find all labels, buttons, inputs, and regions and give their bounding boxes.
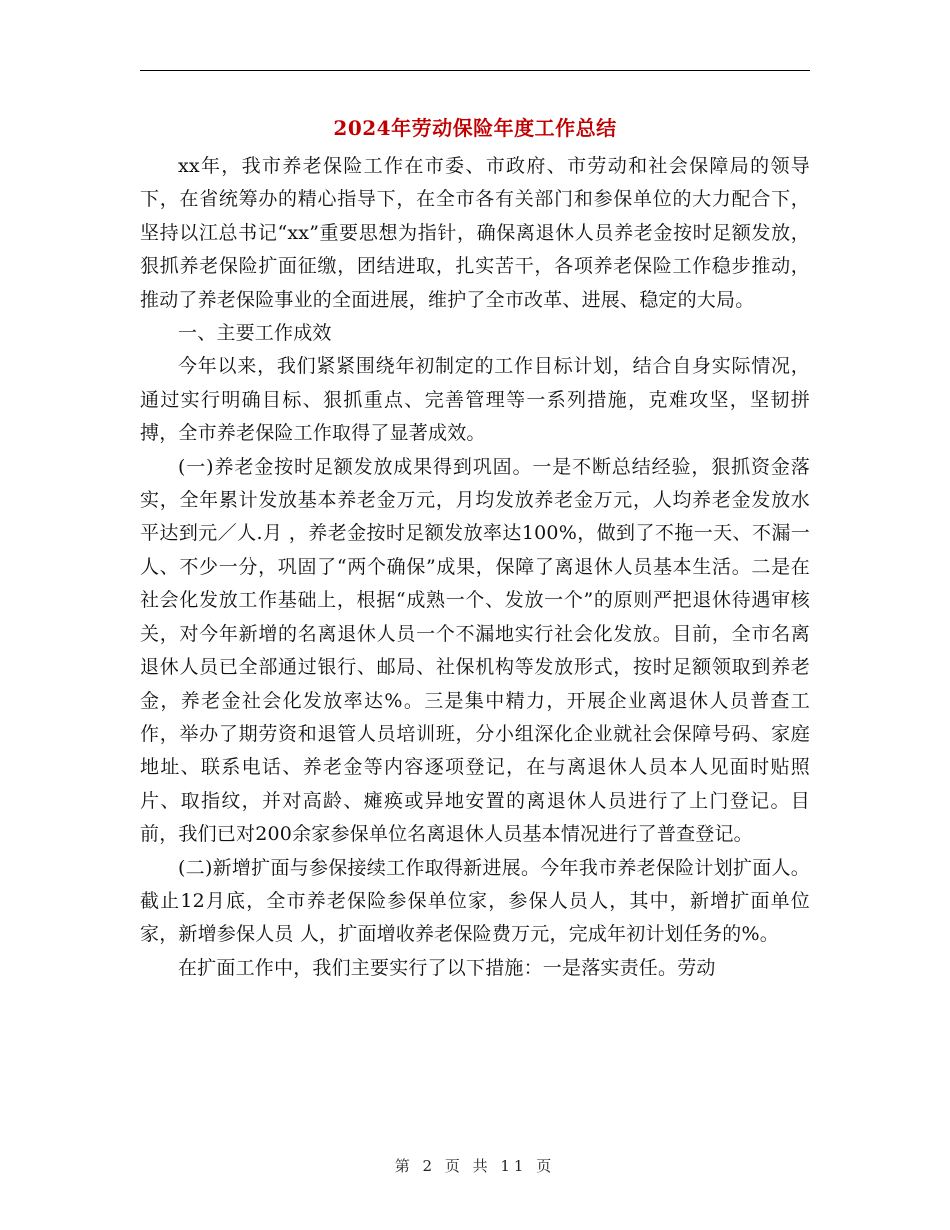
header-rule: [140, 70, 810, 71]
paragraph-pension-payment: (一)养老金按时足额发放成果得到巩固。一是不断总结经验，狠抓资金落实，全年累计发放基本养老金万元，月均发放养老金万元，人均养老金发放水平达到元／人.月 ，养老金按时足额发放率达100%，做到了不拖一天、不漏一人、不少一分，巩固了“两个确保”成果，保障了离退休人员基本生活。二是在社会化发放工作基础上，根据“成熟一个、发放一个”的原则严把退休待遇审核关，对今年新增的名离退休人员一个不漏地实行社会化发放。目前，全市名离退休人员已全部通过银行、邮局、社保机构等发放形式，按时足额领取到养老金，养老金社会化发放率达%。三是集中精力，开展企业离退休人员普查工作，举办了期劳资和退管人员培训班，分小组深化企业就社会保障号码、家庭地址、联系电话、养老金等内容逐项登记，在与离退休人员本人见面时贴照片、取指纹，并对高龄、瘫痪或异地安置的离退休人员进行了上门登记。目前，我们已对200余家参保单位名离退休人员基本情况进行了普查登记。: [140, 455, 810, 846]
paragraph-coverage-expansion: (二)新增扩面与参保接续工作取得新进展。今年我市养老保险计划扩面人。截止12月底，全市养老保险参保单位家，参保人员人，其中，新增扩面单位家，新增参保人员 人，扩面增收养老保险费万元，完成年初计划任务的%。: [140, 856, 810, 946]
section-heading-main-results: 一、主要工作成效: [178, 322, 332, 345]
document-title: 2024年劳动保险年度工作总结: [333, 116, 617, 140]
paragraph-expansion-measures: 在扩面工作中，我们主要实行了以下措施：一是落实责任。劳动: [178, 956, 716, 979]
paragraph-intro: xx年，我市养老保险工作在市委、市政府、市劳动和社会保障局的领导下，在省统筹办的精心指导下，在全市各有关部门和参保单位的大力配合下，坚持以江总书记“xx”重要思想为指针，确保离退休人员养老金按时足额发放，狠抓养老保险扩面征缴，团结进取，扎实苦干，各项养老保险工作稳步推动，推动了养老保险事业的全面进展，维护了全市改革、进展、稳定的大局。: [140, 155, 810, 311]
paragraph-overview: 今年以来，我们紧紧围绕年初制定的工作目标计划，结合自身实际情况，通过实行明确目标、狠抓重点、完善管理等一系列措施，克难攻坚，坚韧拼搏，全市养老保险工作取得了显著成效。: [140, 355, 810, 445]
page-number: 第 2 页 共 11 页: [394, 1157, 556, 1175]
document-body: [140, 150, 810, 985]
